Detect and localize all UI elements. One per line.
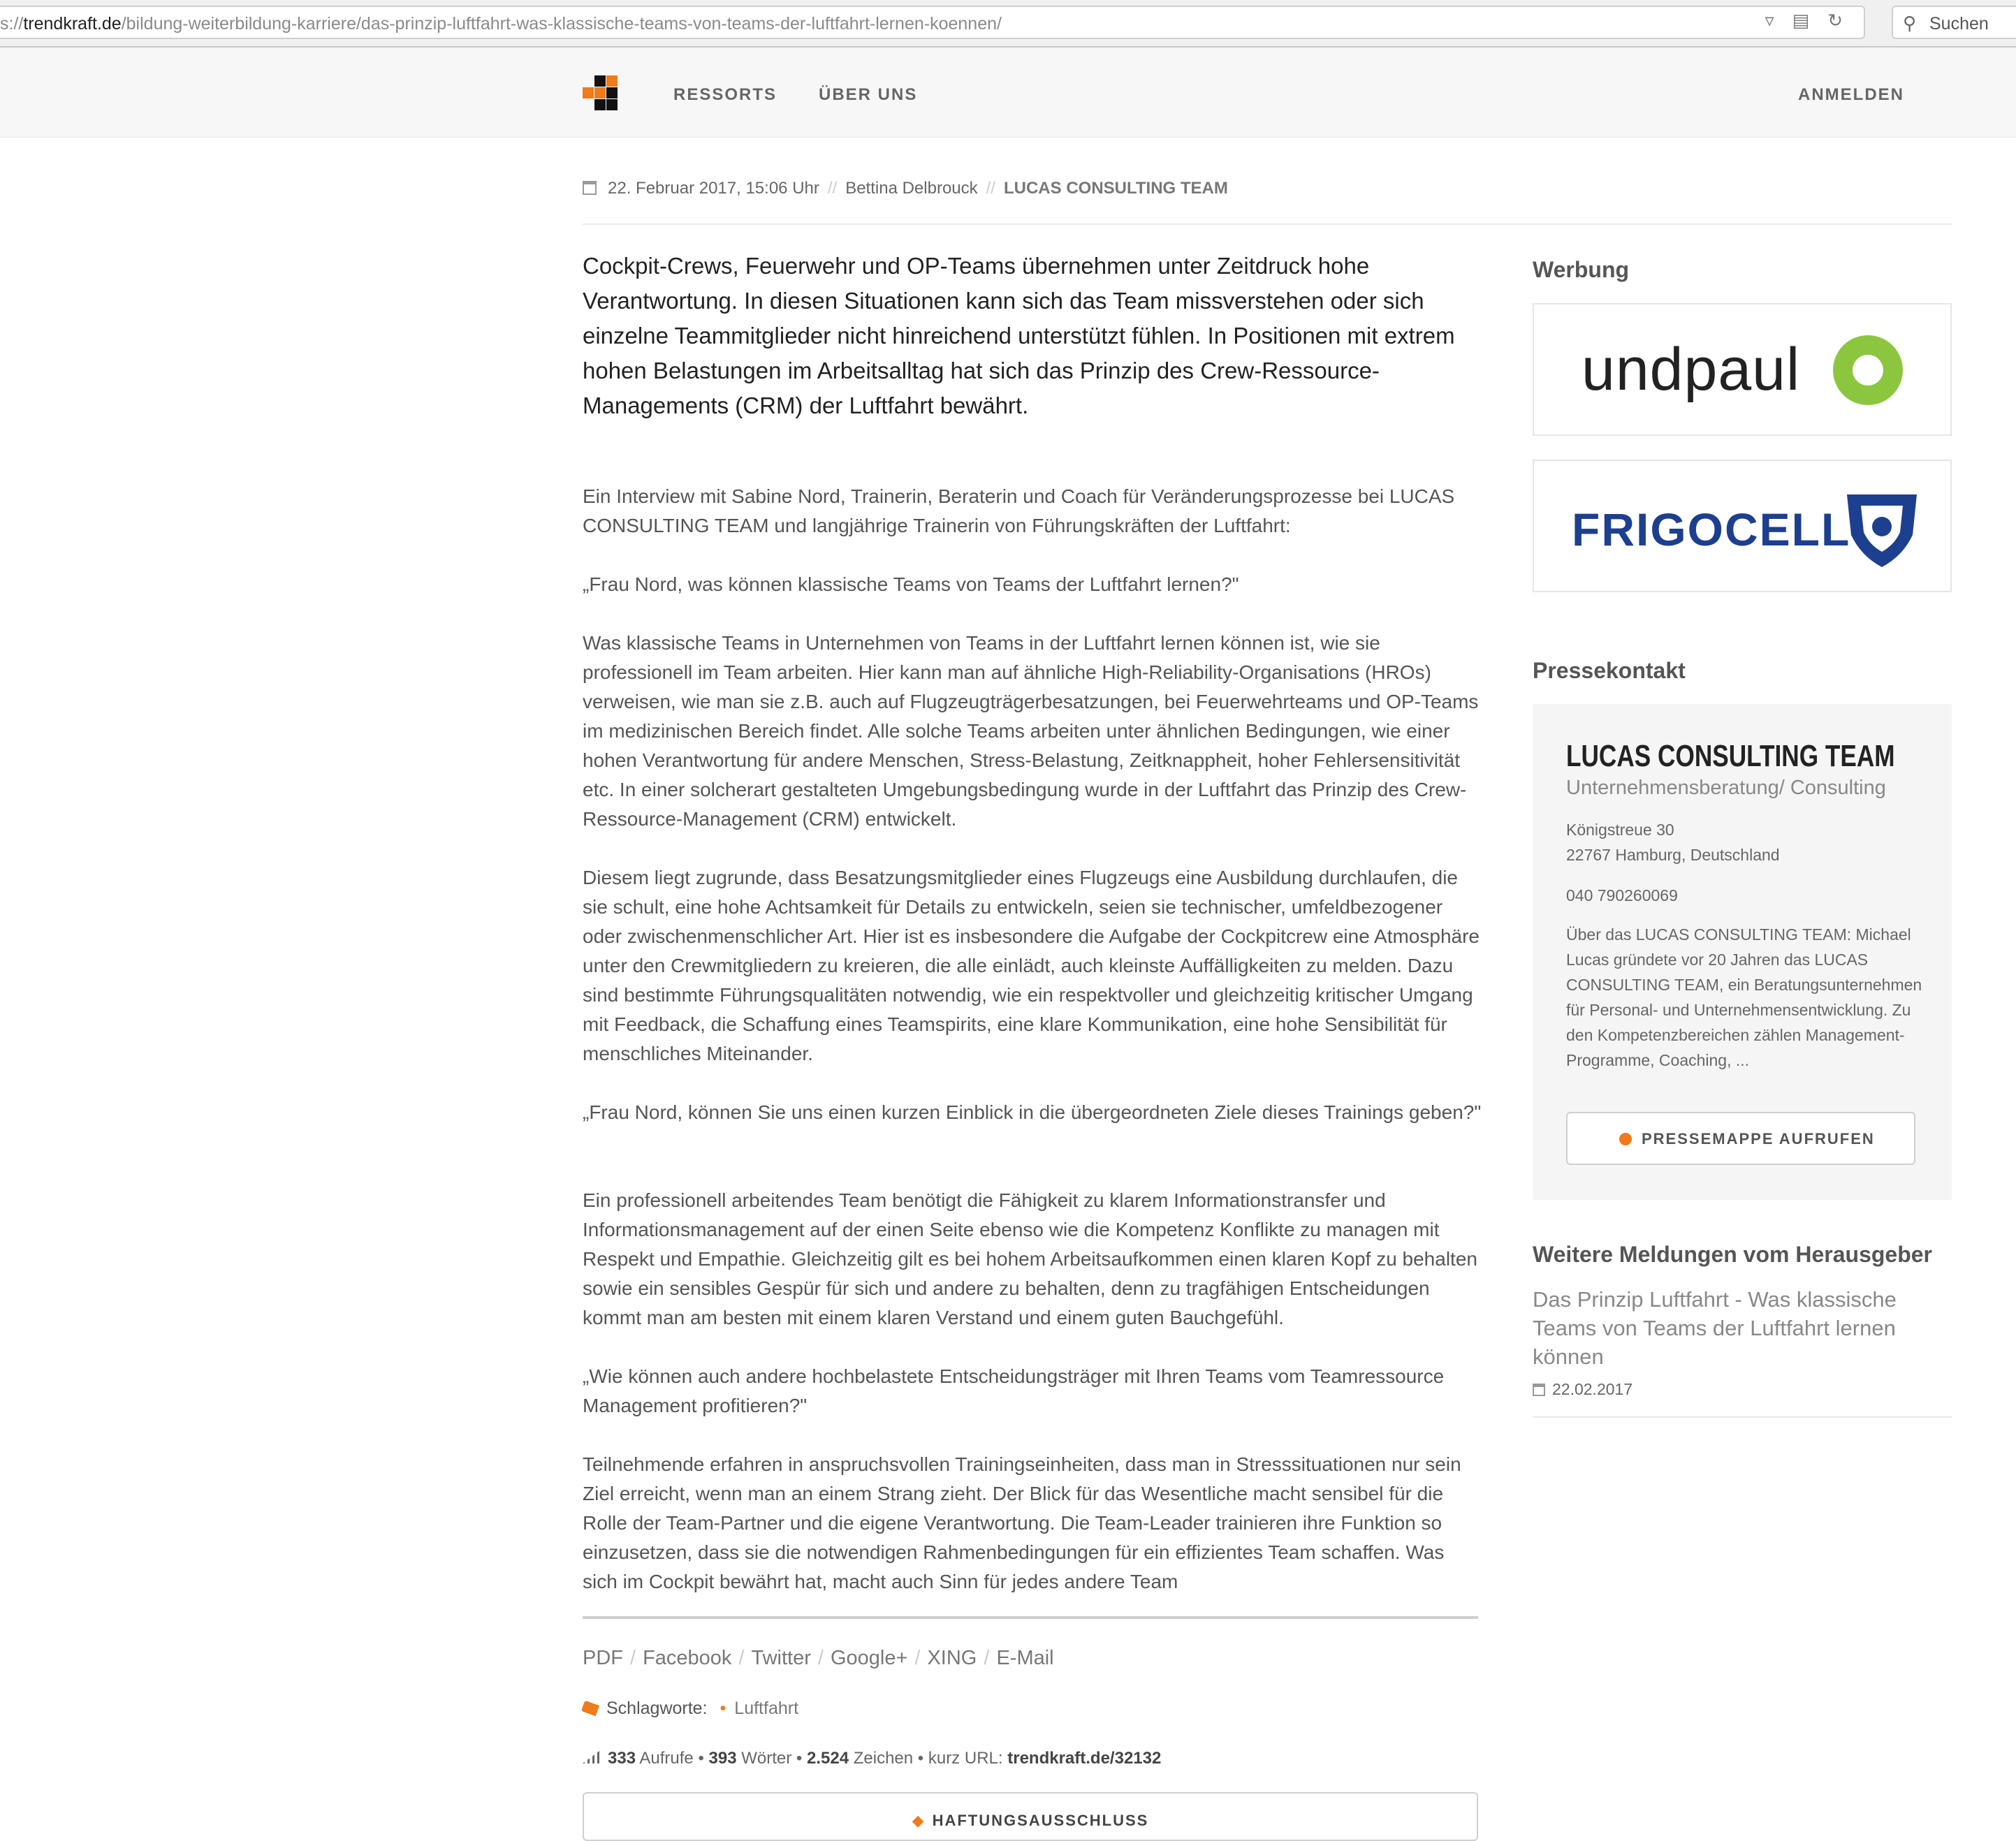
press-kit-button[interactable]: PRESSEMAPPE AUFRUFEN — [1566, 1112, 1915, 1165]
calendar-icon — [583, 181, 597, 195]
article-question: „Frau Nord, was können klassische Teams von Teams der Luftfahrt lernen?" — [583, 573, 1239, 595]
nav-ressorts[interactable]: RESSORTS — [673, 85, 777, 104]
company-name: LUCAS CONSULTING TEAM — [1566, 739, 1895, 773]
article-paragraph: Ein Interview mit Sabine Nord, Trainerin, Beraterin und Coach für Veränderungsprozesse bei LUCAS CONSULTING TEAM und langjährige Trainerin von Führungskräften der Luftfahrt: — [583, 485, 1455, 536]
tags-label: Schlagworte: — [606, 1699, 708, 1718]
article-lead: Cockpit-Crews, Feuerwehr und OP-Teams übernehmen unter Zeitdruck hohe Verantwortung. In diesen Situationen kann sich das Team missverstehen oder sich einzelne Teammitglieder nicht hinreichend unterstützt fühlen. In Positionen mit extrem hohen Belastungen im Arbeitsalltag hat sich das Prinzip des Crew-Ressource-Managements (CRM) der Luftfahrt bewährt. — [583, 253, 1455, 418]
nav-ueber-uns[interactable]: ÜBER UNS — [819, 85, 918, 104]
ads-heading: Werbung — [1533, 257, 1630, 282]
share-email[interactable]: E-Mail — [996, 1647, 1054, 1669]
divider — [1533, 1416, 1952, 1418]
short-url-link[interactable]: trendkraft.de/32132 — [1007, 1749, 1162, 1768]
company-category: Unternehmensberatung/ Consulting — [1566, 777, 1886, 799]
dropdown-icon[interactable]: ▿ — [1765, 10, 1774, 31]
calendar-icon — [1533, 1384, 1545, 1396]
ad-frigocell[interactable]: FRIGOCELL — [1533, 460, 1952, 592]
share-googleplus[interactable]: Google+ — [830, 1647, 908, 1669]
article-author[interactable]: Bettina Delbrouck — [845, 179, 978, 198]
tag-icon — [581, 1701, 599, 1717]
warning-icon: ◆ — [912, 1812, 926, 1829]
url-text: s://trendkraft.de/bildung-weiterbildung-karriere/das-prinzip-luftfahrt-was-klassische-teams-von-teams-der-luftfahrt-lernen-koennen/ — [0, 14, 1002, 34]
site-logo[interactable] — [583, 75, 618, 110]
article-meta: 22. Februar 2017, 15:06 Uhr // Bettina Delbrouck // LUCAS CONSULTING TEAM — [583, 179, 1228, 198]
article-question: „Wie können auch andere hochbelastete Entscheidungsträger mit Ihren Teams vom Teamressource Management profitieren?" — [583, 1365, 1445, 1416]
signal-icon — [583, 1751, 599, 1763]
article-paragraph: Diesem liegt zugrunde, dass Besatzungsmitglieder eines Flugzeugs eine Ausbildung durchlaufen, die sie schult, eine hohe Achtsamkeit für Details zu entwickeln, seien sie technischer, umfeldbezogener oder zwischenmenschlicher Art. Hier ist es insbesondere die Aufgabe der Cockpitcrew eine Atmosphäre unter den Crewmitgliedern zu kreieren, die alle einlädt, auch kleinste Auffälligkeiten zu melden. Dazu sind bestimmte Führungsqualitäten notwendig, wie ein respektvoller und gleichzeitig kritischer Umgang mit Feedback, die Schaffung eines Teamspirits, eine klare Kommunikation, eine hohe Sensibilität für menschliches Miteinander. — [583, 867, 1480, 1064]
tag-link[interactable]: Luftfahrt — [734, 1699, 799, 1718]
dot-icon — [1619, 1133, 1632, 1145]
divider — [583, 223, 1952, 225]
share-twitter[interactable]: Twitter — [751, 1647, 811, 1669]
more-news-link[interactable]: Das Prinzip Luftfahrt - Was klassische Teams von Teams der Luftfahrt lernen können — [1533, 1287, 1897, 1369]
login-link[interactable]: ANMELDEN — [1798, 85, 1904, 104]
article-date: 22. Februar 2017, 15:06 Uhr — [608, 179, 819, 198]
search-icon: ⚲ — [1903, 13, 1917, 34]
article-divider — [583, 1616, 1478, 1619]
share-xing[interactable]: XING — [927, 1647, 977, 1669]
disclaimer-button[interactable]: ◆ HAFTUNGSAUSSCHLUSS — [583, 1792, 1478, 1841]
press-contact-box — [1533, 704, 1952, 1200]
reader-view-icon[interactable]: ▤ — [1792, 10, 1810, 31]
company-phone: 040 790260069 — [1566, 886, 1678, 904]
ad-undpaul[interactable]: undpaul — [1533, 303, 1952, 436]
article-paragraph: Teilnehmende erfahren in anspruchsvollen Trainingseinheiten, dass man in Stresssituationen nur sein Ziel erreicht, wenn man an einem Strang zieht. Der Blick für das Wesentliche macht sensibel für die Rolle der Team-Partner und die eigene Verantwortung. Die Team-Leader trainieren ihre Funktion so einzusetzen, dass sie die notwendigen Rahmenbedingungen für ein effizientes Team schaffen. Was sich im Cockpit bewährt hat, macht auch Sinn für jedes andere Team — [583, 1453, 1461, 1592]
company-street: Königstreue 30 — [1566, 821, 1674, 839]
site-header — [0, 47, 2016, 138]
company-city: 22767 Hamburg, Deutschland — [1566, 846, 1780, 864]
share-pdf[interactable]: PDF — [583, 1647, 623, 1669]
tags-row: Schlagworte: • Luftfahrt — [583, 1699, 798, 1719]
article-paragraph: Ein professionell arbeitendes Team benötigt die Fähigkeit zu klarem Informationstransfer und Informationsmanagement auf der einen Seite ebenso wie die Kompetenz Konflikte zu managen mit Respekt und Empathie. Gleichzeitig gilt es bei hohem Arbeitsaufkommen einen klaren Kopf zu behalten sowie ein sensibles Gespür für sich und andere zu behalten, denn zu tragfähigen Entscheidungen kommt man am besten mit einem klaren Verstand und einem guten Bauchgefühl. — [583, 1189, 1477, 1328]
press-contact-heading: Pressekontakt — [1533, 658, 1686, 683]
undpaul-logo-icon — [1833, 335, 1903, 405]
article-paragraph: Was klassische Teams in Unternehmen von Teams in der Luftfahrt lernen können ist, wie sie professionell im Team arbeiten. Hier kann man auf ähnliche High-Reliability-Organisations (HROs) verweisen, wie man sie z.B. auch auf Flugzeugträgerbesatzungen, bei Feuerwehrteams und OP-Teams im medizinischen Bereich findet. Alle solche Teams arbeiten unter ähnlichen Bedingungen, wie einer hohen Verantwortung für andere Menschen, Stress-Belastung, Zeitknappheit, hoher Fehlersensitivität etc. In einer solcherart gestalteten Umgebungsbedingung wurde in der Luftfahrt das Prinzip des Crew-Ressource-Management (CRM) entwickelt. — [583, 632, 1479, 830]
frigocell-shield-icon — [1840, 486, 1924, 570]
article-stats: 333 Aufrufe • 393 Wörter • 2.524 Zeichen • kurz URL: trendkraft.de/32132 — [583, 1749, 1161, 1768]
share-facebook[interactable]: Facebook — [643, 1647, 732, 1669]
reload-icon[interactable]: ↻ — [1827, 10, 1843, 31]
company-about: Über das LUCAS CONSULTING TEAM: Michael Lucas gründete vor 20 Jahren das LUCAS CONSULTING TEAM, ein Beratungsunternehmen für Personal- und Unternehmensentwicklung. Zu den Kompetenzbereichen zählen Management-Programme, Coaching, ... — [1566, 925, 1922, 1069]
browser-toolbar — [0, 0, 2016, 47]
browser-search-input[interactable]: ⚲ Suchen — [1892, 6, 2016, 39]
article-question: „Frau Nord, können Sie uns einen kurzen Einblick in die übergeordneten Ziele dieses Trainings geben?" — [583, 1101, 1482, 1123]
more-news-heading: Weitere Meldungen vom Herausgeber — [1533, 1242, 1932, 1267]
more-news-date: 22.02.2017 — [1533, 1380, 1632, 1399]
share-links: PDF / Facebook / Twitter / Google+ / XING / E-Mail — [583, 1647, 1054, 1669]
url-bar[interactable] — [0, 6, 1865, 39]
article-organization[interactable]: LUCAS CONSULTING TEAM — [1003, 179, 1228, 198]
